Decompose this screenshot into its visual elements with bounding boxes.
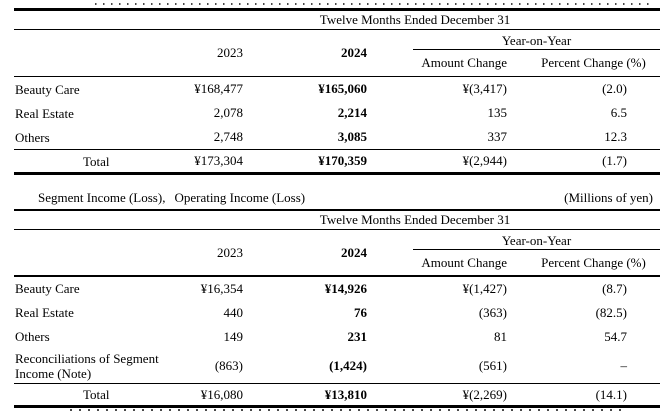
value-percent-change: 6.5 xyxy=(610,105,627,121)
value-percent-change: – xyxy=(620,358,627,374)
column-header-row xyxy=(14,230,660,275)
value-2023: ¥173,304 xyxy=(194,153,243,169)
row-label: Others xyxy=(15,129,50,145)
value-amount-change: ¥(2,944) xyxy=(462,153,507,169)
value-percent-change: (8.7) xyxy=(602,281,627,297)
value-percent-change: 54.7 xyxy=(604,329,627,345)
percent-change-header: Percent Change (%) xyxy=(541,254,646,270)
year-on-year-subheaders xyxy=(375,50,660,76)
table-row xyxy=(14,125,660,149)
year-on-year-header: Year-on-Year xyxy=(501,32,572,48)
table-row xyxy=(14,77,660,101)
table-row xyxy=(14,301,660,325)
clipped-text-top xyxy=(0,0,671,8)
value-amount-change: (561) xyxy=(478,358,507,374)
value-percent-change: (82.5) xyxy=(595,305,627,321)
clipped-text-bottom xyxy=(0,408,671,413)
value-amount-change: (363) xyxy=(478,305,507,321)
value-amount-change: 135 xyxy=(487,105,507,121)
value-2023: 440 xyxy=(223,305,243,321)
year-on-year-group xyxy=(375,30,660,76)
value-2023: (863) xyxy=(214,358,243,374)
value-amount-change: 81 xyxy=(494,329,507,345)
period-header-row xyxy=(14,11,660,29)
column-header-row xyxy=(14,30,660,76)
value-2024: 76 xyxy=(354,305,367,321)
column-header-2023: 2023 xyxy=(217,44,243,60)
value-2023: ¥16,080 xyxy=(200,386,243,402)
value-amount-change: ¥(1,427) xyxy=(462,281,507,297)
table-row xyxy=(14,277,660,301)
value-amount-change: ¥(2,269) xyxy=(462,386,507,402)
value-amount-change: 337 xyxy=(487,129,507,145)
segment-income-table xyxy=(14,209,660,408)
label-column-header xyxy=(14,230,170,275)
table-row xyxy=(14,325,660,349)
value-2023: ¥16,354 xyxy=(200,281,243,297)
period-header: Twelve Months Ended December 31 xyxy=(319,11,511,27)
section-title xyxy=(38,190,305,206)
row-label: Real Estate xyxy=(15,305,74,321)
row-label: Real Estate xyxy=(15,105,74,121)
table-row xyxy=(14,101,660,125)
row-label: Beauty Care xyxy=(15,81,80,97)
value-2024: 3,085 xyxy=(337,129,367,145)
value-2023: 2,748 xyxy=(213,129,243,145)
total-label: Total xyxy=(83,386,110,402)
row-label: Others xyxy=(15,329,50,345)
units-label: (Millions of yen) xyxy=(564,189,653,205)
total-row xyxy=(14,384,660,405)
total-label: Total xyxy=(83,153,110,169)
amount-change-header: Amount Change xyxy=(421,254,507,270)
section-title-row xyxy=(38,185,653,206)
value-2024: ¥14,926 xyxy=(324,281,367,297)
period-header: Twelve Months Ended December 31 xyxy=(319,212,511,228)
value-percent-change: (2.0) xyxy=(602,81,627,97)
percent-change-header: Percent Change (%) xyxy=(541,54,646,70)
table-row xyxy=(14,349,660,383)
value-2024: 231 xyxy=(347,329,367,345)
value-2023: 2,078 xyxy=(213,105,243,121)
value-2024: 2,214 xyxy=(337,105,367,121)
value-2023: 149 xyxy=(223,329,243,345)
year-on-year-group xyxy=(375,230,660,275)
column-header-2023: 2023 xyxy=(217,244,243,260)
period-header-row xyxy=(14,211,660,229)
value-2024: (1,424) xyxy=(329,358,367,374)
value-percent-change: (14.1) xyxy=(595,386,627,402)
row-label: Reconciliations of Segment Income (Note) xyxy=(15,350,159,382)
value-percent-change: 12.3 xyxy=(604,129,627,145)
label-column-header xyxy=(14,30,170,76)
value-percent-change: (1.7) xyxy=(602,153,627,169)
amount-change-header: Amount Change xyxy=(421,54,507,70)
section-title-part2: Operating Income (Loss) xyxy=(174,189,306,205)
row-label: Beauty Care xyxy=(15,281,80,297)
year-on-year-header: Year-on-Year xyxy=(501,233,572,249)
value-2024: ¥170,359 xyxy=(318,153,367,169)
net-sales-table xyxy=(14,8,660,175)
value-2024: ¥165,060 xyxy=(318,81,367,97)
column-header-2024: 2024 xyxy=(341,44,367,60)
total-row xyxy=(14,150,660,172)
section-title-part1: Segment Income (Loss), xyxy=(38,189,166,205)
table-bottom-rule xyxy=(14,172,660,175)
value-2023: ¥168,477 xyxy=(194,81,243,97)
value-2024: ¥13,810 xyxy=(324,386,367,402)
year-on-year-subheaders xyxy=(375,250,660,275)
column-header-2024: 2024 xyxy=(341,244,367,260)
value-amount-change: ¥(3,417) xyxy=(462,81,507,97)
